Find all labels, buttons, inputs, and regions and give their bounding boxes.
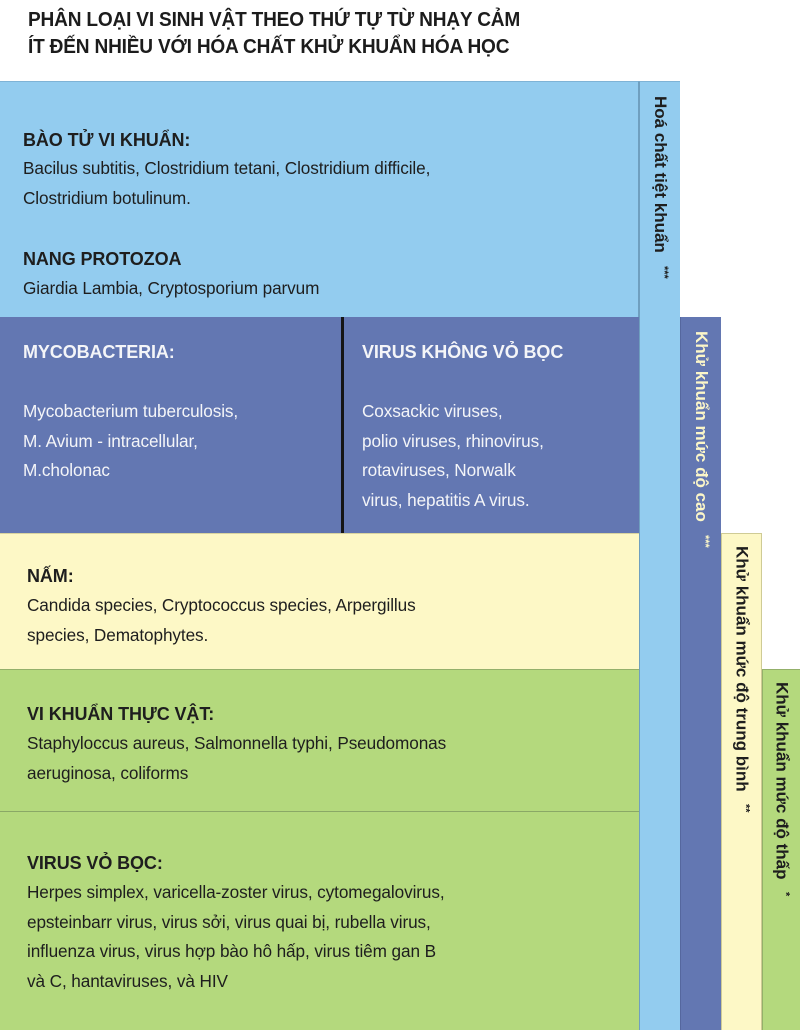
text-mycobacteria: [23, 397, 238, 486]
strip-label-text: Khử khuẩn mức độ thấp: [772, 682, 792, 880]
text-line: Clostridium botulinum.: [23, 187, 191, 208]
strip-label-high-level: [691, 331, 711, 547]
page-title: [28, 6, 716, 60]
stars-icon: **: [739, 804, 752, 813]
heading-enveloped-virus: VIRUS VỎ BỌC:: [27, 853, 163, 873]
text-protozoa-cysts: [23, 274, 319, 304]
stars-icon: ***: [658, 265, 671, 279]
strip-label-text: Hoá chất tiệt khuẩn: [650, 96, 670, 253]
stars-icon: *: [779, 892, 792, 897]
text-line: Giardia Lambia, Cryptosporium parvum: [23, 278, 320, 298]
text-bacterial-spores: [23, 154, 430, 213]
block-fungi: [0, 533, 639, 669]
text-line: Staphyloccus aureus, Salmonnella typhi, Pseudomonas: [27, 733, 447, 753]
text-line: và C, hantaviruses, và HIV: [27, 970, 228, 991]
text-line: species, Dematophytes.: [27, 624, 209, 645]
text-line: Bacilus subtitis, Clostridium tetani, Clostridium difficile,: [23, 158, 431, 178]
heading-bacterial-spores: BÀO TỬ VI KHUẨN:: [23, 130, 191, 150]
heading-vegetative-bacteria: VI KHUẨN THỰC VẬT:: [27, 704, 215, 724]
text-line: rotaviruses, Norwalk: [362, 460, 516, 480]
text-line: epsteinbarr virus, virus sởi, virus quai bị, rubella virus,: [27, 911, 431, 932]
text-non-enveloped-virus: [362, 397, 544, 515]
text-enveloped-virus: [27, 878, 445, 996]
strip-high-level: [680, 317, 721, 1030]
stars-icon: ***: [699, 534, 712, 548]
text-vegetative-bacteria: [27, 729, 446, 788]
text-line: aeruginosa, coliforms: [27, 762, 189, 783]
block-bacteria-enveloped: [0, 669, 639, 1030]
column-divider: [341, 317, 344, 533]
title-line-2: ÍT ĐẾN NHIỀU VỚI HÓA CHẤT KHỬ KHUẨN HÓA HỌC: [28, 35, 510, 58]
heading-mycobacteria: MYCOBACTERIA:: [23, 342, 175, 362]
text-line: Herpes simplex, varicella-zoster virus, cytomegalovirus,: [27, 882, 445, 902]
text-line: Coxsackic viruses,: [362, 401, 503, 421]
text-line: M. Avium - intracellular,: [23, 430, 198, 451]
text-line: Mycobacterium tuberculosis,: [23, 401, 239, 421]
text-line: M.cholonac: [23, 460, 110, 480]
strip-label-sterilant: [650, 96, 670, 278]
block-spores-protozoa: [0, 81, 639, 317]
title-line-1: PHÂN LOẠI VI SINH VẬT THEO THỨ TỰ TỪ NHẠY CẢM: [28, 8, 521, 31]
heading-non-enveloped-virus: VIRUS KHÔNG VỎ BỌC: [362, 342, 564, 362]
strip-label-text: Khử khuẩn mức độ cao: [691, 331, 711, 522]
strip-label-text: Khử khuẩn mức độ trung bình: [732, 546, 752, 792]
strip-label-intermediate-level: [731, 546, 751, 813]
strip-label-low-level: [771, 682, 791, 896]
text-fungi: [27, 591, 416, 650]
heading-fungi: NẤM:: [27, 566, 74, 586]
strip-low-level: [762, 669, 800, 1030]
text-line: influenza virus, virus hợp bào hô hấp, virus tiêm gan B: [27, 941, 436, 961]
block-mycobacteria-nonenveloped: [0, 317, 639, 533]
text-line: Candida species, Cryptococcus species, Arpergillus: [27, 595, 416, 615]
text-line: polio viruses, rhinovirus,: [362, 430, 544, 451]
heading-protozoa-cysts: NANG PROTOZOA: [23, 249, 182, 269]
text-line: virus, hepatitis A virus.: [362, 489, 530, 510]
section-divider: [0, 811, 639, 812]
strip-intermediate-level: [721, 533, 762, 1030]
strip-sterilant: [639, 81, 680, 1030]
